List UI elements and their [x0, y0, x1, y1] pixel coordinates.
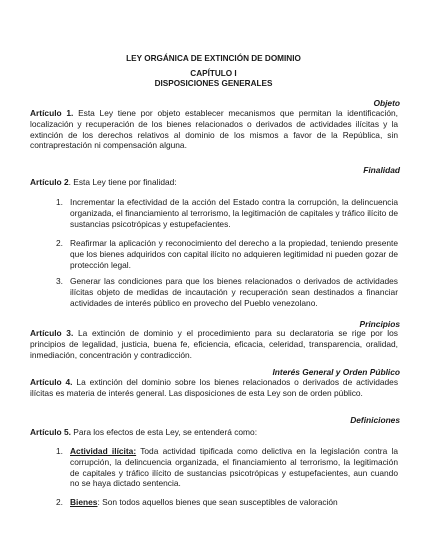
- article-3: [30, 328, 398, 360]
- section-heading-definiciones: Definiciones: [350, 415, 400, 425]
- article-2-label: Artículo 2: [30, 177, 69, 187]
- article-3-text: La extinción de dominio y el procedimiento para su declaratoria se rige por los principios de legalidad, justicia, buena fe, eficiencia, eficacia, celeridad, transparencia, oralidad, inmediación, concentración y contradicción.: [30, 328, 398, 360]
- article-1-text: Esta Ley tiene por objeto establecer mecanismos que permitan la identificación, localización y recuperación de los bienes relacionados o derivados de actividades ilícitas y la extinción de los derechos relativos al dominio de los mismos a favor de la República, sin contraprestación ni compensación alguna.: [30, 108, 398, 151]
- list-item: [70, 446, 398, 489]
- article-1-label: Artículo 1.: [30, 108, 74, 118]
- list-item: Generar las condiciones para que los bienes relacionados o derivados de actividades ilícitas objeto de medidas de incautación y recuperación sean destinados a financiar actividades de interés público en provecho del Pueblo venezolano.: [70, 276, 398, 308]
- definition-term: Actividad ilícita:: [70, 446, 137, 456]
- definition-text: : Son todos aquellos bienes que sean susceptibles de valoración: [97, 497, 338, 507]
- list-item: Reafirmar la aplicación y reconocimiento del derecho a la propiedad, teniendo presente que los bienes adquiridos con capital ilícito no adquieren legitimidad ni pueden gozar de protección legal.: [70, 238, 398, 270]
- article-2: [30, 177, 398, 188]
- article-2-text: . Esta Ley tiene por finalidad:: [68, 177, 177, 187]
- article-1: [30, 108, 398, 151]
- article-4: [30, 377, 398, 399]
- document-title: LEY ORGÁNICA DE EXTINCIÓN DE DOMINIO: [126, 54, 301, 63]
- section-heading-objeto: Objeto: [373, 98, 400, 108]
- chapter-number: CAPÍTULO I: [190, 69, 237, 78]
- list-item-number: 1.: [56, 197, 63, 207]
- list-item-number: 3.: [56, 276, 63, 286]
- article-3-label: Artículo 3.: [30, 328, 74, 338]
- definition-term: Bienes: [70, 497, 98, 507]
- section-heading-principios: Principios: [359, 319, 400, 329]
- list-item: Incrementar la efectividad de la acción del Estado contra la corrupción, la delincuencia organizada, el financiamiento al terrorismo, la legitimación de capitales y tráfico ilícito de sustancias psicotrópicas y estupefacientes.: [70, 197, 398, 229]
- section-heading-interes: Interés General y Orden Público: [272, 367, 400, 377]
- article-4-text: La extinción del dominio sobre los bienes relacionados o derivados de actividades ilícitas es materia de interés general. Las disposiciones de esta Ley son de orden público.: [30, 377, 399, 398]
- list-item-number: 2.: [56, 238, 63, 248]
- list-item-number: 2.: [56, 497, 63, 507]
- definition-text: Toda actividad tipificada como delictiva en la legislación contra la corrupción, la delincuencia organizada, el financiamiento al terrorismo, la legitimación de capitales y tráfico ilícito de sustancias psicotrópicas y estupefacientes, aun cuando no se haya dictado sentencia.: [70, 446, 398, 489]
- article-5: [30, 427, 398, 438]
- article-5-text: Para los efectos de esta Ley, se entenderá como:: [73, 427, 258, 437]
- article-5-label: Artículo 5.: [30, 427, 71, 437]
- article-4-label: Artículo 4.: [30, 377, 73, 387]
- chapter-title: DISPOSICIONES GENERALES: [154, 79, 273, 88]
- section-heading-finalidad: Finalidad: [363, 165, 400, 175]
- list-item: [70, 497, 398, 508]
- list-item-number: 1.: [56, 446, 63, 456]
